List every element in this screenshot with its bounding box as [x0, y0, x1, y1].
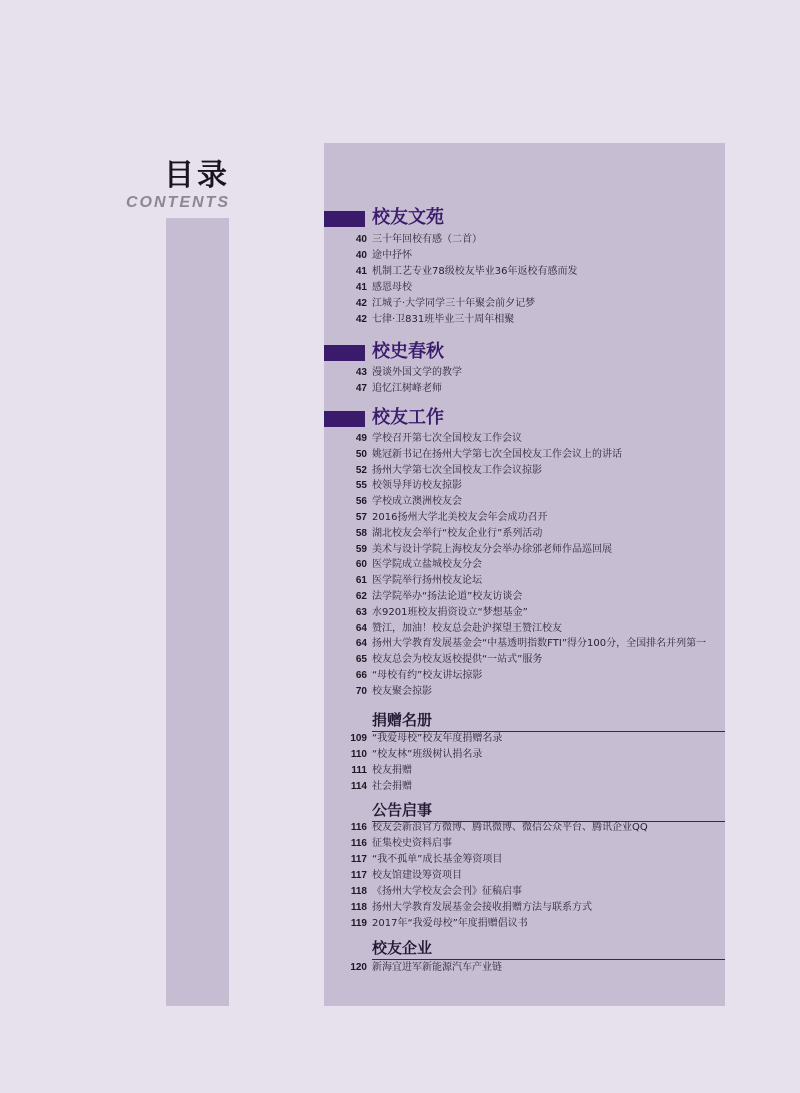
subsection-entries	[324, 960, 725, 976]
entry-title: “我不孤单”成长基金筹资项目	[372, 854, 503, 865]
page-number: 110	[350, 749, 367, 760]
page-number: 116	[350, 822, 367, 833]
entry-title: 《扬州大学校友会会刊》征稿启事	[372, 886, 522, 897]
entry-title: 水9201班校友捐资设立“梦想基金”	[372, 606, 528, 618]
subsection-entries	[324, 731, 725, 795]
toc-entry[interactable]	[324, 296, 725, 312]
page-number: 120	[350, 962, 367, 973]
toc-entry[interactable]	[324, 731, 725, 747]
page-number: 117	[350, 854, 367, 865]
entry-title: 扬州大学第七次全国校友工作会议掠影	[372, 464, 542, 476]
toc-entry[interactable]	[324, 589, 725, 605]
entry-title: “校友林”班级树认捐名录	[372, 749, 483, 760]
subsection-header	[324, 938, 725, 962]
left-decorative-bar	[166, 218, 229, 1006]
section-title: 校友工作	[372, 407, 444, 428]
toc-entry[interactable]	[324, 900, 725, 916]
page-number: 40	[355, 234, 367, 245]
section-marker	[324, 411, 365, 427]
page-number: 61	[355, 575, 367, 587]
toc-entry[interactable]	[324, 431, 725, 447]
subsection-title: 公告启事	[372, 801, 433, 819]
toc-entry[interactable]	[324, 747, 725, 763]
entry-title: 法学院举办“扬法论道”校友访谈会	[372, 590, 523, 602]
toc-entry[interactable]	[324, 868, 725, 884]
toc-entry[interactable]	[324, 836, 725, 852]
page-number: 58	[355, 527, 367, 539]
entry-title: 赞江，加油！校友总会赴沪探望王赞江校友	[372, 622, 562, 634]
toc-entry[interactable]	[324, 280, 725, 296]
page-number: 118	[350, 886, 367, 897]
entry-title: 征集校史资料启事	[372, 838, 452, 849]
page-number: 64	[355, 622, 367, 634]
page-number: 57	[355, 511, 367, 523]
page-number: 60	[355, 559, 367, 571]
page-number: 59	[355, 543, 367, 555]
toc-entry[interactable]	[324, 447, 725, 463]
toc-entry[interactable]	[324, 573, 725, 589]
toc-entry[interactable]	[324, 463, 725, 479]
entry-title: 2017年“我爱母校”年度捐赠倡议书	[372, 918, 528, 929]
subsection-entries	[324, 820, 725, 932]
section-header	[324, 208, 725, 230]
toc-entry[interactable]	[324, 820, 725, 836]
section-entries	[324, 431, 725, 700]
page-number: 56	[355, 496, 367, 508]
page-number: 41	[355, 266, 367, 277]
toc-entry[interactable]	[324, 884, 725, 900]
page-number: 47	[355, 383, 367, 394]
toc-entry[interactable]	[324, 960, 725, 976]
entry-title: 美术与设计学院上海校友分会举办徐邠老师作品巡回展	[372, 543, 612, 555]
entry-title: 校友馆建设筹资项目	[372, 870, 462, 881]
section-header	[324, 408, 725, 430]
entry-title: 校友总会为校友返校提供“一站式”服务	[372, 654, 543, 666]
toc-entry[interactable]	[324, 494, 725, 510]
toc-entry[interactable]	[324, 232, 725, 248]
page-number: 49	[355, 433, 367, 444]
page-number: 40	[355, 250, 367, 261]
toc-entry[interactable]	[324, 542, 725, 558]
entry-title: 学校成立澳洲校友会	[372, 496, 462, 508]
page-number: 117	[350, 870, 367, 881]
toc-entry[interactable]	[324, 779, 725, 795]
page-number: 43	[355, 367, 367, 378]
subsection-title: 校友企业	[372, 939, 433, 957]
toc-entry[interactable]	[324, 763, 725, 779]
page-number: 42	[355, 314, 367, 325]
toc-entry[interactable]	[324, 510, 725, 526]
entry-title: 漫谈外国文学的教学	[372, 367, 462, 378]
entry-title: 江城子·大学同学三十年聚会前夕记梦	[372, 298, 536, 309]
toc-entry[interactable]	[324, 526, 725, 542]
section-marker	[324, 345, 365, 361]
entry-title: 感恩母校	[372, 282, 412, 293]
page-number: 116	[350, 838, 367, 849]
toc-entry[interactable]	[324, 248, 725, 264]
toc-entry[interactable]	[324, 478, 725, 494]
entry-title: 七律·卫831班毕业三十周年相聚	[372, 314, 515, 325]
page-number: 118	[350, 902, 367, 913]
entry-title: 机制工艺专业78级校友毕业36年返校有感而发	[372, 266, 578, 277]
entry-title: 扬州大学教育发展基金会“中基透明指数FTI”得分100分，全国排名并列第一	[372, 638, 707, 650]
entry-title: 姚冠新书记在扬州大学第七次全国校友工作会议上的讲话	[372, 448, 622, 460]
entry-title: 校领导拜访校友掠影	[372, 480, 462, 492]
page-number: 41	[355, 282, 367, 293]
page-number: 119	[350, 918, 367, 929]
page-number: 65	[355, 654, 367, 666]
section-marker	[324, 211, 365, 227]
entry-title: 途中抒怀	[372, 250, 412, 261]
toc-entry[interactable]	[324, 381, 725, 397]
entry-title: “我爱母校”校友年度捐赠名录	[372, 733, 503, 744]
section-title: 校史春秋	[372, 341, 444, 362]
entry-title: 2016扬州大学北美校友会年会成功召开	[372, 511, 548, 523]
page-title	[120, 158, 230, 212]
toc-entry[interactable]	[324, 621, 725, 637]
page-number: 64	[355, 638, 367, 650]
entry-title: 三十年回校有感（二首）	[372, 234, 482, 245]
entry-title: 追忆江树峰老师	[372, 383, 442, 394]
page-number: 111	[351, 765, 367, 776]
page-number: 52	[355, 464, 367, 476]
entry-title: 医学院成立盐城校友分会	[372, 559, 482, 571]
entry-title: 医学院举行扬州校友论坛	[372, 575, 482, 587]
title-english: CONTENTS	[126, 194, 230, 211]
section-entries	[324, 365, 725, 397]
page-number: 63	[355, 606, 367, 618]
entry-title: “母校有约”校友讲坛掠影	[372, 669, 483, 681]
section-title: 校友文苑	[372, 207, 444, 228]
page-number: 50	[355, 448, 367, 460]
toc-entry[interactable]	[324, 668, 725, 684]
page-number: 42	[355, 298, 367, 309]
toc-entry[interactable]	[324, 557, 725, 573]
entry-title: 校友聚会掠影	[372, 685, 432, 697]
page-number: 70	[355, 685, 367, 697]
toc-entry[interactable]	[324, 605, 725, 621]
toc-entry[interactable]	[324, 652, 725, 668]
page-number: 114	[350, 781, 367, 792]
entry-title: 扬州大学教育发展基金会接收捐赠方法与联系方式	[372, 902, 592, 913]
page-number: 62	[355, 590, 367, 602]
entry-title: 湖北校友会举行“校友企业行”系列活动	[372, 527, 543, 539]
toc-entry[interactable]	[324, 852, 725, 868]
entry-title: 校友捐赠	[372, 765, 412, 776]
toc-entry[interactable]	[324, 684, 725, 700]
subsection-title: 捐赠名册	[372, 711, 433, 729]
toc-entry[interactable]	[324, 312, 725, 328]
entry-title: 校友会新浪官方微博、腾讯微博、微信公众平台、腾讯企业QQ	[372, 822, 648, 833]
page-number: 109	[350, 733, 367, 744]
entry-title: 社会捐赠	[372, 781, 412, 792]
title-chinese: 目录	[164, 158, 230, 193]
section-entries	[324, 232, 725, 328]
toc-entry[interactable]	[324, 916, 725, 932]
page-number: 55	[355, 480, 367, 492]
page-number: 66	[355, 669, 367, 681]
toc-entry[interactable]	[324, 365, 725, 381]
toc-entry[interactable]	[324, 636, 725, 652]
toc-entry[interactable]	[324, 264, 725, 280]
entry-title: 学校召开第七次全国校友工作会议	[372, 433, 522, 444]
section-header	[324, 342, 725, 364]
entry-title: 新海宜进军新能源汽车产业链	[372, 962, 502, 973]
